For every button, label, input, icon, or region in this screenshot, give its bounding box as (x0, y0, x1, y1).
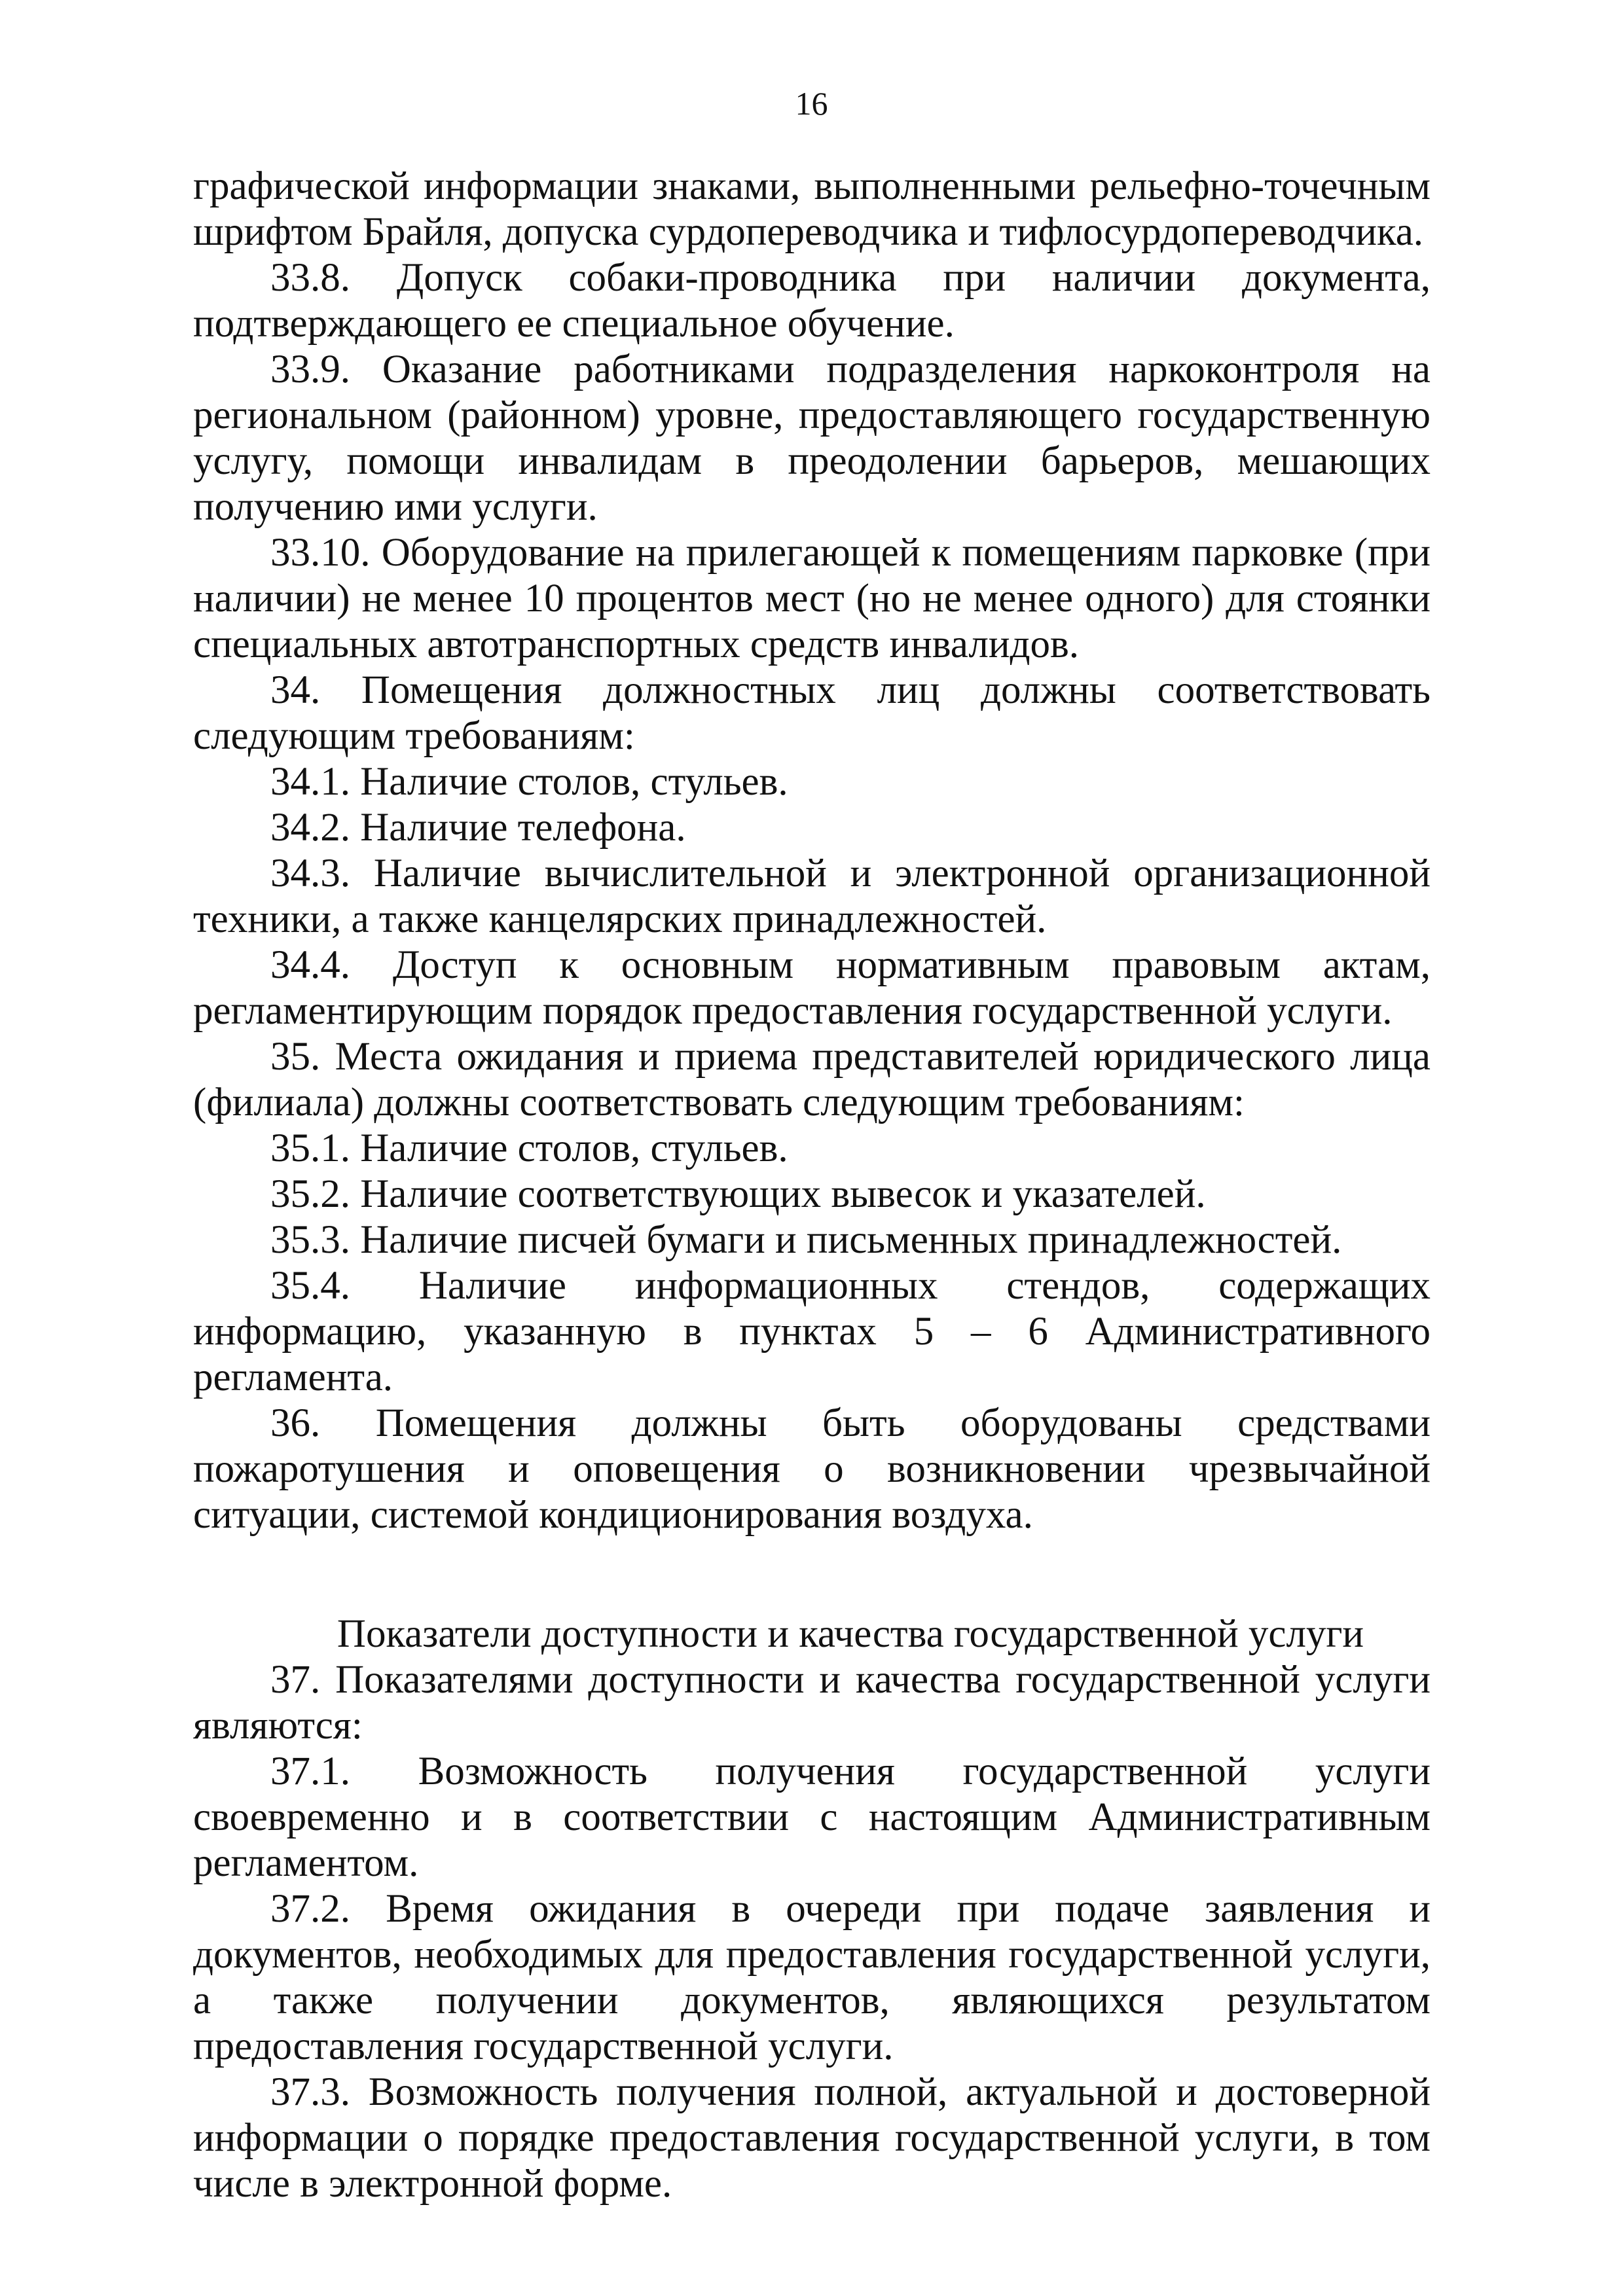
paragraph-35-2: 35.2. Наличие соответствующих вывесок и указателей. (270, 1172, 1206, 1216)
paragraph-37: 37. Показателями доступности и качества государственной услуги являются: (193, 1658, 1431, 1748)
paragraph-34: 34. Помещения должностных лиц должны соответствовать следующим требованиям: (193, 668, 1431, 758)
paragraph-34-3: 34.3. Наличие вычислительной и электронной организационной техники, а также канцелярских принадлежностей. (193, 852, 1431, 941)
paragraph-35-1: 35.1. Наличие столов, стульев. (270, 1126, 788, 1170)
paragraph-33-9: 33.9. Оказание работниками подразделения наркоконтроля на региональном (районном) уровне, предоставляющего государственную услугу, помощи инвалидам в преодолении барьеров, мешающих получению ими услуги. (193, 348, 1431, 529)
paragraph-34-2: 34.2. Наличие телефона. (270, 806, 686, 850)
page-number: 16 (795, 85, 828, 122)
section-heading: Показатели доступности и качества государственной услуги (337, 1612, 1364, 1656)
paragraph-37-3: 37.3. Возможность получения полной, актуальной и достоверной информации о порядке предоставления государственной услуги, в том числе в электронной форме. (193, 2070, 1431, 2206)
paragraph-34-4: 34.4. Доступ к основным нормативным правовым актам, регламентирующим порядок предоставления государственной услуги. (193, 943, 1431, 1033)
paragraph-34-1: 34.1. Наличие столов, стульев. (270, 760, 788, 804)
paragraph-33-8: 33.8. Допуск собаки-проводника при наличии документа, подтверждающего ее специальное обучение. (193, 256, 1431, 346)
paragraph-37-1: 37.1. Возможность получения государственной услуги своевременно и в соответствии с настоящим Административным регламентом. (193, 1749, 1431, 1885)
paragraph-36: 36. Помещения должны быть оборудованы средствами пожаротушения и оповещения о возникновении чрезвычайной ситуации, системой кондиционирования воздуха. (193, 1401, 1431, 1537)
paragraph-37-2: 37.2. Время ожидания в очереди при подаче заявления и документов, необходимых для предоставления государственной услуги, а также получении документов, являющихся результатом предоставления государственной услуги. (193, 1887, 1431, 2068)
paragraph-35-4: 35.4. Наличие информационных стендов, содержащих информацию, указанную в пунктах 5 – 6 Административного регламента. (193, 1264, 1431, 1399)
paragraph-33-10: 33.10. Оборудование на прилегающей к помещениям парковке (при наличии) не менее 10 процентов мест (но не менее одного) для стоянки специальных автотранспортных средств инвалидов. (193, 531, 1431, 666)
paragraph-35-3: 35.3. Наличие писчей бумаги и письменных принадлежностей. (270, 1218, 1342, 1262)
continuation-paragraph: графической информации знаками, выполненными рельефно-точечным шрифтом Брайля, допуска сурдопереводчика и тифлосурдопереводчика. (193, 164, 1431, 254)
paragraph-35: 35. Места ожидания и приема представителей юридического лица (филиала) должны соответствовать следующим требованиям: (193, 1035, 1431, 1124)
document-body (193, 164, 1431, 2207)
